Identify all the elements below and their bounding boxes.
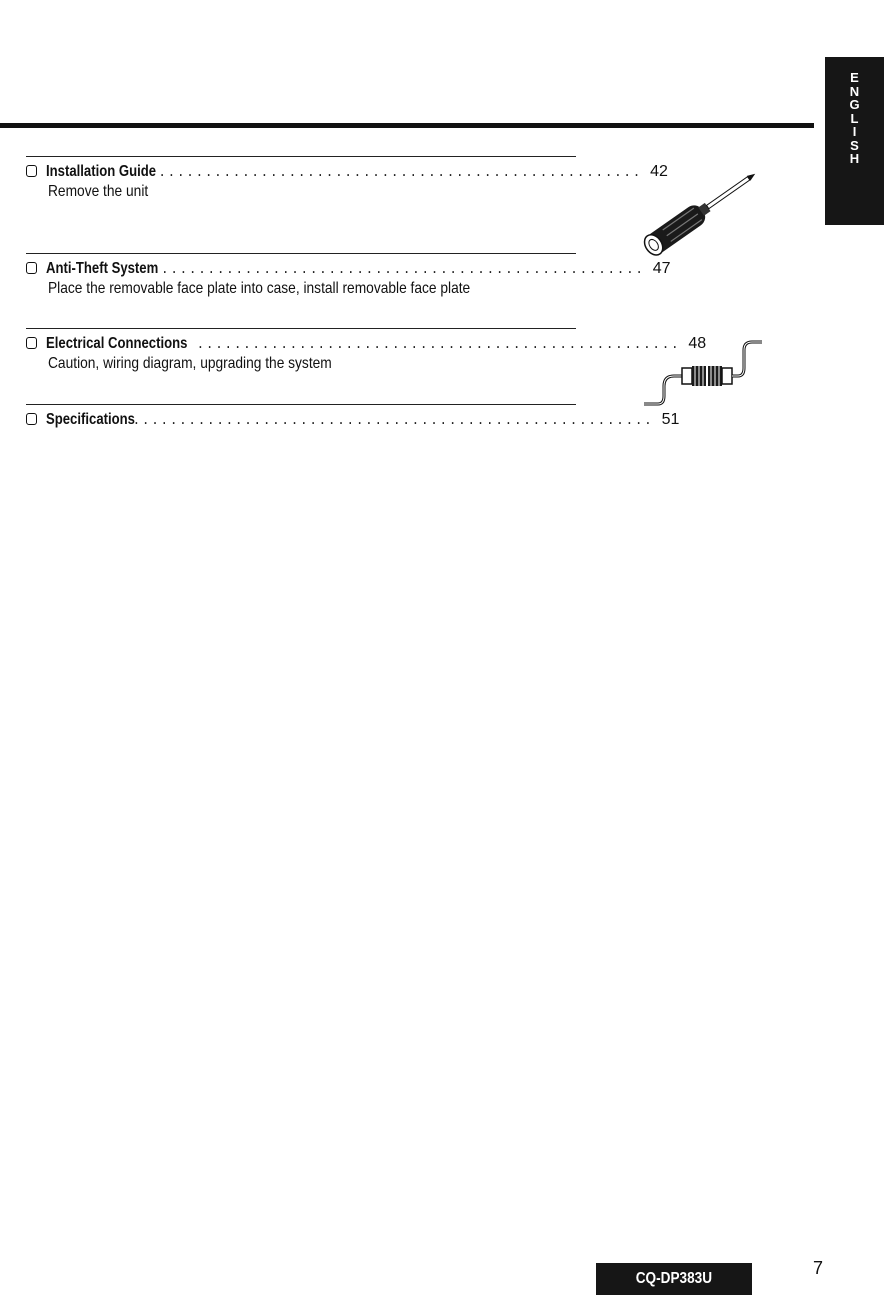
toc-description: Remove the unit xyxy=(48,183,149,200)
language-tab-letter: N xyxy=(849,83,860,99)
toc-title-row xyxy=(26,260,671,280)
language-tab-letter: H xyxy=(849,151,860,166)
toc-page-number[interactable]: 42 xyxy=(650,163,668,180)
language-tab-letter: G xyxy=(849,97,860,112)
toc-divider xyxy=(26,404,576,405)
toc-page-number[interactable]: 48 xyxy=(688,335,707,352)
toc-divider xyxy=(26,156,576,157)
toc-title-row xyxy=(26,411,680,431)
language-tab-letter: I xyxy=(852,124,857,139)
checkbox-icon xyxy=(26,413,37,425)
cable-connector-icon xyxy=(640,336,770,408)
language-tab-letter: E xyxy=(850,70,859,85)
screwdriver-icon xyxy=(636,168,762,258)
toc-description: Place the removable face plate into case, install removable face plate xyxy=(48,280,471,297)
toc-divider xyxy=(26,328,576,329)
toc-page-number[interactable]: 47 xyxy=(652,260,671,277)
toc-page-number[interactable]: 51 xyxy=(661,411,680,428)
toc-title[interactable]: Anti-Theft System xyxy=(46,260,159,277)
header-rule xyxy=(0,123,814,128)
toc-leader-dots: .................................................... xyxy=(160,262,645,277)
language-tab-letter: S xyxy=(850,137,859,153)
toc-description: Caution, wiring diagram, upgrading the system xyxy=(48,355,332,372)
toc-leader-dots: .................................................... xyxy=(196,337,681,352)
page-number: 7 xyxy=(813,1258,824,1278)
toc-divider xyxy=(26,253,576,254)
language-tab-letter: L xyxy=(850,110,859,126)
toc-leader-dots: ........................................................ xyxy=(132,413,654,428)
toc-title-row xyxy=(26,163,668,183)
toc-title[interactable]: Installation Guide xyxy=(46,163,157,180)
toc-title[interactable]: Electrical Connections xyxy=(46,335,188,352)
model-number-badge xyxy=(596,1263,752,1295)
toc-leader-dots: .................................................... xyxy=(158,165,642,180)
checkbox-icon xyxy=(26,165,37,177)
model-number: CQ-DP383U xyxy=(635,1270,713,1287)
toc-title[interactable]: Specifications xyxy=(46,411,135,428)
toc-title-row xyxy=(26,335,707,355)
checkbox-icon xyxy=(26,262,37,274)
language-tab xyxy=(825,57,884,225)
checkbox-icon xyxy=(26,337,37,349)
